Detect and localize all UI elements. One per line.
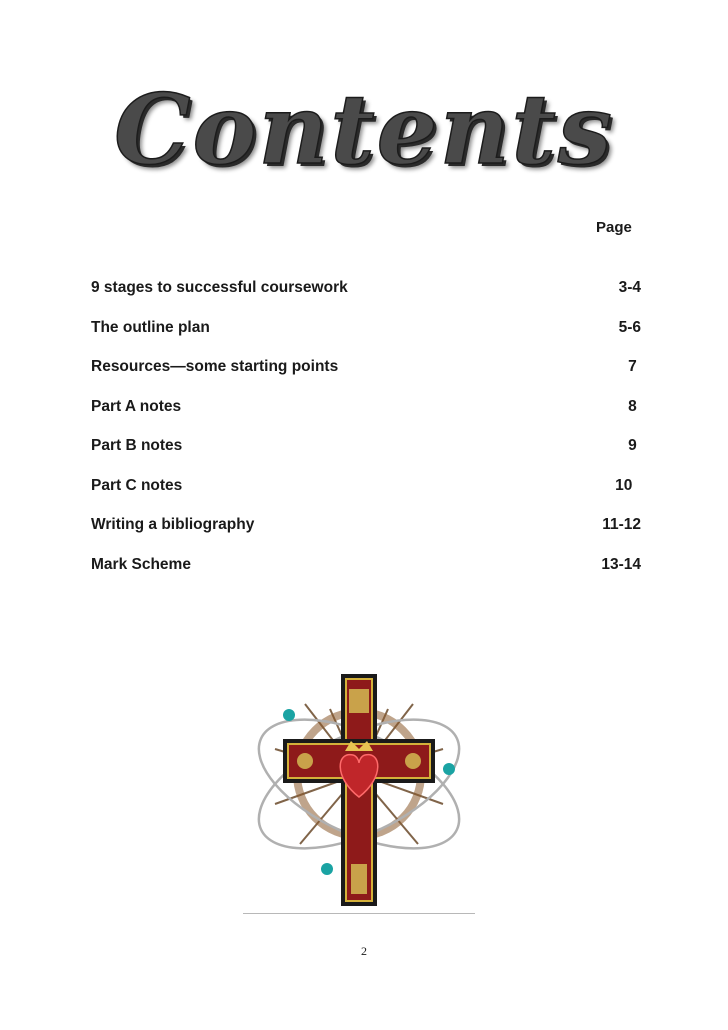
toc-row bbox=[91, 279, 641, 319]
toc-entry-page: 8 bbox=[628, 397, 641, 415]
toc-entry-page: 9 bbox=[628, 437, 641, 454]
toc-entry-title: The outline plan bbox=[91, 318, 210, 336]
toc-entry-page: 7 bbox=[628, 358, 641, 375]
toc-entry-title: Mark Scheme bbox=[91, 555, 191, 573]
page-title: Contents bbox=[114, 73, 614, 186]
cross-illustration bbox=[245, 669, 473, 913]
toc-entry-page: 3-4 bbox=[618, 279, 641, 296]
toc-entry-title: Part A notes bbox=[91, 397, 182, 415]
page-number: 2 bbox=[361, 944, 367, 958]
illustration-frame-rule bbox=[243, 913, 475, 914]
page-column-header: Page bbox=[596, 219, 632, 236]
toc-entry-title: Writing a bibliography bbox=[91, 516, 255, 533]
toc-entry-page: 5-6 bbox=[618, 318, 641, 336]
table-of-contents bbox=[91, 279, 641, 595]
toc-row bbox=[91, 437, 641, 477]
toc-entry-page: 13-14 bbox=[601, 555, 641, 573]
toc-entry-title: Resources—some starting points bbox=[91, 358, 339, 375]
toc-entry-page: 10 bbox=[615, 476, 641, 494]
toc-row bbox=[91, 358, 641, 398]
toc-entry-page: 11-12 bbox=[602, 516, 641, 533]
toc-row bbox=[91, 477, 641, 517]
toc-entry-title: Part C notes bbox=[91, 476, 183, 494]
toc-row bbox=[91, 319, 641, 359]
toc-entry-title: Part B notes bbox=[91, 437, 183, 454]
toc-entry-title: 9 stages to successful coursework bbox=[91, 279, 348, 296]
toc-row bbox=[91, 398, 641, 438]
cross-with-heart-and-atom-orbits-icon bbox=[245, 669, 473, 913]
contents-title-banner bbox=[0, 70, 728, 190]
toc-row bbox=[91, 556, 641, 596]
toc-row bbox=[91, 516, 641, 556]
